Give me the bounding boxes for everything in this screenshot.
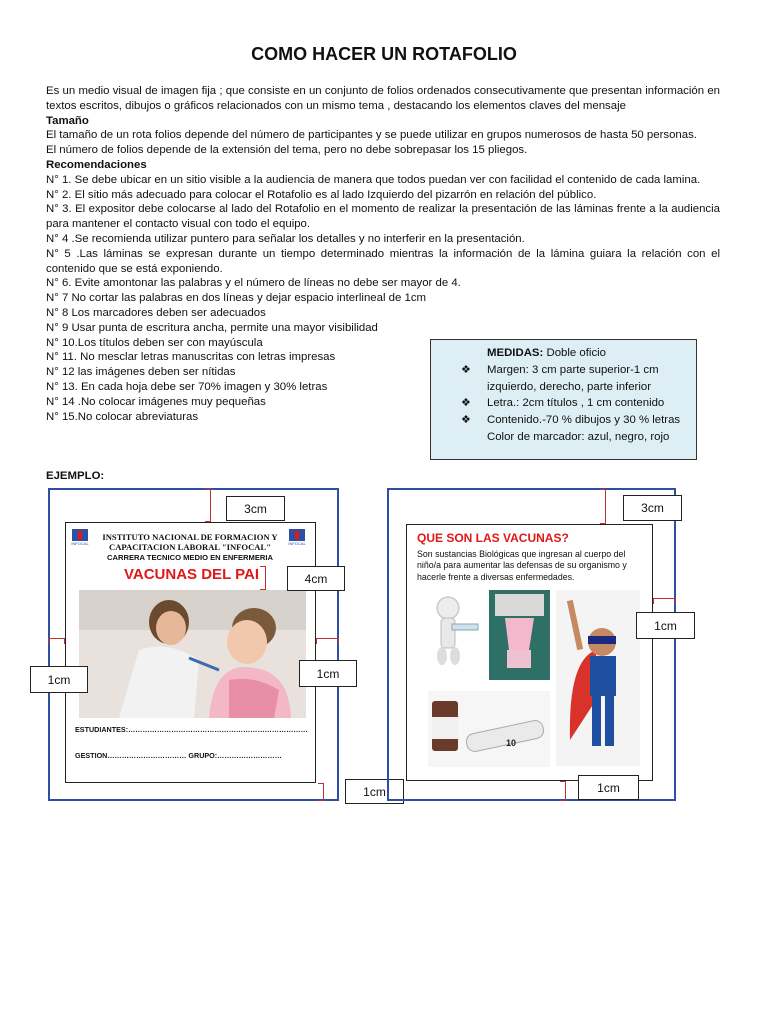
students-field: ESTUDIANTES:………………………………………………………………… — [75, 725, 308, 734]
recommendation-item: N° 3. El expositor debe colocarse al lado del Rotafolio en el momento de realizar la presentación de las láminas frente a la audiencia para mantener el contacto visual con todo el equipo. — [46, 203, 720, 231]
measure-label-1cm: 1cm — [578, 775, 639, 800]
sheet-2-description — [417, 549, 627, 583]
recommendations-heading: Recomendaciones — [46, 158, 147, 171]
career-name: CARRERA TECNICO MEDIO EN ENFERMERIA — [107, 553, 273, 562]
diamond-bullet-icon: ❖ — [461, 397, 471, 410]
size-heading: Tamaño — [46, 114, 89, 127]
recommendation-item: N° 2. El sitio más adecuado para colocar el Rotafolio es al lado Izquierdo del pizarrón en relación del público. — [46, 188, 597, 201]
recommendation-item: N° 13. En cada hoja debe ser 70% imagen y 30% letras — [46, 380, 328, 393]
margin-bracket — [205, 488, 211, 522]
medidas-color-line: Color de marcador: azul, negro, rojo — [487, 430, 670, 443]
infocal-logo-icon — [71, 528, 89, 546]
margin-bracket — [316, 638, 339, 644]
page-title: COMO HACER UN ROTAFOLIO — [251, 44, 517, 64]
svg-text:INFOCAL: INFOCAL — [71, 541, 89, 546]
svg-text:10: 10 — [506, 738, 517, 748]
description-line: niño/a para aumentar las defensas de su organismo y — [417, 560, 627, 571]
diamond-bullet-icon: ❖ — [461, 363, 471, 376]
margin-bracket — [560, 781, 566, 801]
recommendation-item: N° 4 .Se recomienda utilizar puntero para señalar los detalles y no interferir en la presentación. — [46, 232, 525, 245]
description-line: Son sustancias Biológicas que ingresan al cuerpo del — [417, 549, 626, 559]
description-line: hacerle frente a diversas enfermedades. — [417, 571, 575, 582]
recommendation-item: N° 11. No mesclar letras manuscritas con letras impresas — [46, 351, 336, 364]
example-label: EJEMPLO: — [46, 470, 105, 482]
medidas-item — [461, 395, 688, 412]
recommendation-item: N° 15.No colocar abreviaturas — [46, 410, 199, 423]
institute-name — [95, 532, 285, 552]
margin-bracket — [48, 638, 65, 644]
infocal-logo-icon — [288, 528, 306, 546]
diamond-bullet-icon: ❖ — [461, 414, 471, 427]
medidas-item-text: Contenido.-70 % dibujos y 30 % letras — [487, 414, 681, 427]
superhero-child-image — [556, 590, 640, 766]
margin-bracket — [600, 489, 606, 524]
medidas-label: MEDIDAS: — [487, 347, 544, 359]
syringe-figure-image — [428, 590, 483, 682]
size-line: El tamaño de un rota folios depende del número de participantes y se puede utilizar en grupos numerosos de hasta 50 personas. — [46, 129, 697, 142]
recommendation-item: N° 1. Se debe ubicar en un sitio visible a la audiencia de manera que todos puedan ver con facilidad el contenido de cada lamina. — [46, 173, 701, 186]
medidas-item-text: Letra.: 2cm títulos , 1 cm contenido — [487, 397, 665, 410]
measure-label-1cm: 1cm — [30, 666, 88, 693]
sheet-1-heading: VACUNAS DEL PAI — [124, 566, 260, 583]
recommendation-item: N° 5 .Las láminas se expresan durante un tiempo determinado mientras la información de la lámina guiara la relación con el contenido que se está exponiendo. — [46, 247, 720, 275]
vials-ampoule-image — [428, 691, 550, 767]
medidas-item-text: Margen: 3 cm parte superior-1 cm izquierdo, derecho, parte inferior — [487, 363, 659, 393]
margin-bracket — [318, 783, 324, 801]
vaccination-photo — [79, 590, 306, 718]
recommendation-item: N° 10.Los títulos deben ser con mayúscula — [46, 336, 263, 349]
medidas-item — [461, 362, 688, 396]
measure-label-4cm: 4cm — [287, 566, 345, 591]
recommendation-item: N° 7 No cortar las palabras en dos líneas y dejar espacio interlineal de 1cm — [46, 292, 427, 305]
institute-line: INSTITUTO NACIONAL DE FORMACION Y — [102, 532, 278, 542]
size-line: El número de folios depende de la extensión del tema, pero no debe sobrepasar los 15 pliegos. — [46, 144, 528, 157]
intro-paragraph: Es un medio visual de imagen fija ; que consiste en un conjunto de folios ordenados consecutivamente que presentan información en textos escritos, dibujos o gráficos relacionados con un mismo tema , destacando los elementos claves del mensaje — [46, 85, 720, 112]
margin-bracket — [260, 566, 266, 590]
sheet-2-heading: QUE SON LAS VACUNAS? — [417, 531, 569, 545]
gestion-group-field: GESTION…………………………… GRUPO:……………………… — [75, 751, 282, 760]
institute-line: CAPACITACION LABORAL "INFOCAL" — [108, 542, 271, 552]
vaccine-vial-image — [489, 590, 550, 680]
medidas-value: Doble oficio — [543, 347, 607, 359]
margin-bracket — [653, 598, 676, 604]
measure-label-3cm: 3cm — [226, 496, 285, 521]
measure-label-3cm: 3cm — [623, 495, 682, 521]
recommendation-item: N° 6. Evite amontonar las palabras y el número de líneas no debe ser mayor de 4. — [46, 277, 461, 290]
medidas-box — [430, 339, 697, 460]
recommendation-item: N° 8 Los marcadores deben ser adecuados — [46, 306, 266, 319]
measure-label-1cm: 1cm — [636, 612, 695, 639]
medidas-item — [461, 412, 688, 429]
recommendation-item: N° 14 .No colocar imágenes muy pequeñas — [46, 395, 266, 408]
recommendation-item: N° 12 las imágenes deben ser nítidas — [46, 366, 236, 379]
measure-label-1cm: 1cm — [299, 660, 357, 687]
measure-label-1cm: 1cm — [345, 779, 404, 804]
recommendation-item: N° 9 Usar punta de escritura ancha, permite una mayor visibilidad — [46, 321, 378, 334]
medidas-title — [461, 345, 688, 362]
svg-text:INFOCAL: INFOCAL — [288, 541, 306, 546]
